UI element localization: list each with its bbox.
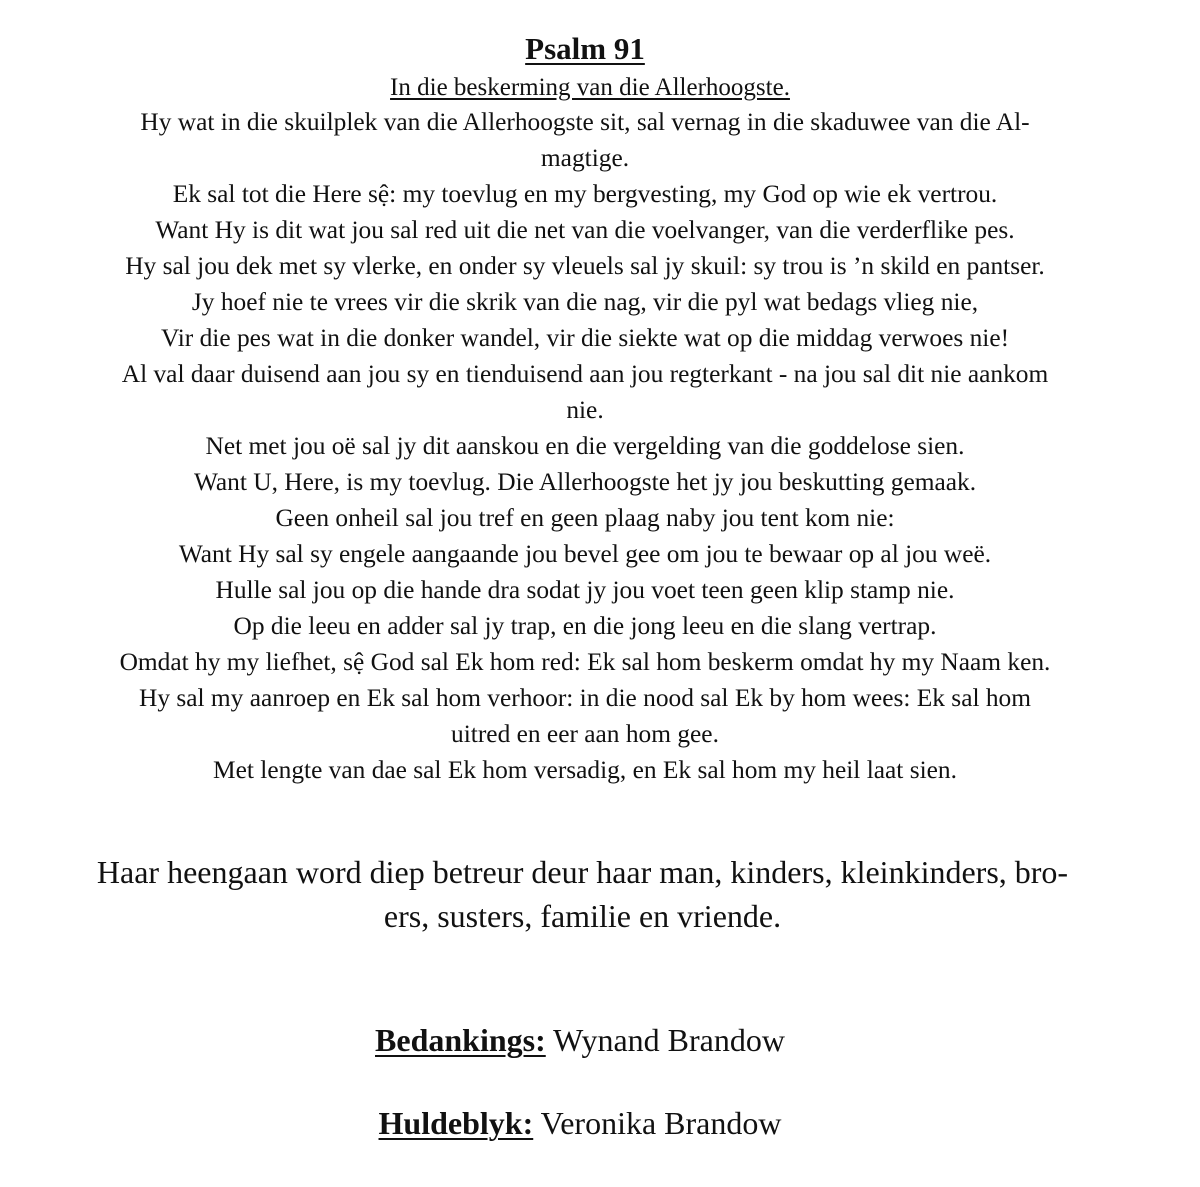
verse-line: Hy sal jou dek met sy vlerke, en onder sy vleuels sal jy skuil: sy trou is ’n skild en pantser. (125, 252, 1045, 280)
verse-line: nie. (566, 396, 604, 424)
tribute-credit (0, 1103, 1160, 1143)
verse-line: Op die leeu en adder sal jy trap, en die jong leeu en die slang vertrap. (233, 612, 937, 640)
verse-line: Hy sal my aanroep en Ek sal hom verhoor: in die nood sal Ek by hom wees: Ek sal hom (138, 684, 1032, 712)
psalm-verses (10, 104, 1160, 788)
verse-line: Hy wat in die skuilplek van die Allerhoogste sit, sal vernag in die skaduwee van die Al- (140, 108, 1030, 136)
verse-line: Geen onheil sal jou tref en geen plaag naby jou tent kom nie: (275, 504, 895, 532)
thanks-label: Bedankings: (375, 1022, 546, 1058)
mourners-line: ers, susters, familie en vriende. (383, 898, 782, 934)
verse-line: Vir die pes wat in die donker wandel, vir die siekte wat op die middag verwoes nie! (160, 324, 1010, 352)
verse-line: Hulle sal jou op die hande dra sodat jy jou voet teen geen klip stamp nie. (215, 576, 955, 604)
verse-line: Net met jou oë sal jy dit aanskou en die vergelding van die goddelose sien. (205, 432, 965, 460)
tribute-name: Veronika Brandow (540, 1105, 782, 1141)
verse-line: Al val daar duisend aan jou sy en tienduisend aan jou regterkant - na jou sal dit nie aankom (121, 360, 1049, 388)
mourners-notice (0, 850, 1165, 938)
verse-line: magtige. (540, 144, 630, 172)
psalm-subtitle: In die beskerming van die Allerhoogste. (390, 74, 790, 101)
verse-line: Met lengte van dae sal Ek hom versadig, en Ek sal hom my heil laat sien. (213, 756, 957, 784)
verse-line: Want U, Here, is my toevlug. Die Allerhoogste het jy jou beskutting gemaak. (193, 468, 977, 496)
verse-line: Jy hoef nie te vrees vir die skrik van die nag, vir die pyl wat bedags vlieg nie, (191, 288, 979, 316)
tribute-label: Huldeblyk: (378, 1105, 534, 1141)
psalm-title: Psalm 91 (525, 31, 645, 66)
verse-line: uitred en eer aan hom gee. (451, 720, 719, 748)
verse-line: Ek sal tot die Here sệ: my toevlug en my bergvesting, my God op wie ek vertrou. (172, 180, 998, 208)
verse-line: Omdat hy my liefhet, sệ God sal Ek hom red: Ek sal hom beskerm omdat hy my Naam ken. (119, 648, 1051, 676)
verse-line: Want Hy is dit wat jou sal red uit die net van die voelvanger, van die verderflike pes. (155, 216, 1015, 244)
thanks-name: Wynand Brandow (553, 1022, 785, 1058)
mourners-line: Haar heengaan word diep betreur deur haar man, kinders, kleinkinders, bro- (96, 854, 1069, 890)
thanks-credit (0, 1020, 1160, 1060)
verse-line: Want Hy sal sy engele aangaande jou bevel gee om jou te bewaar op al jou weë. (178, 540, 992, 568)
